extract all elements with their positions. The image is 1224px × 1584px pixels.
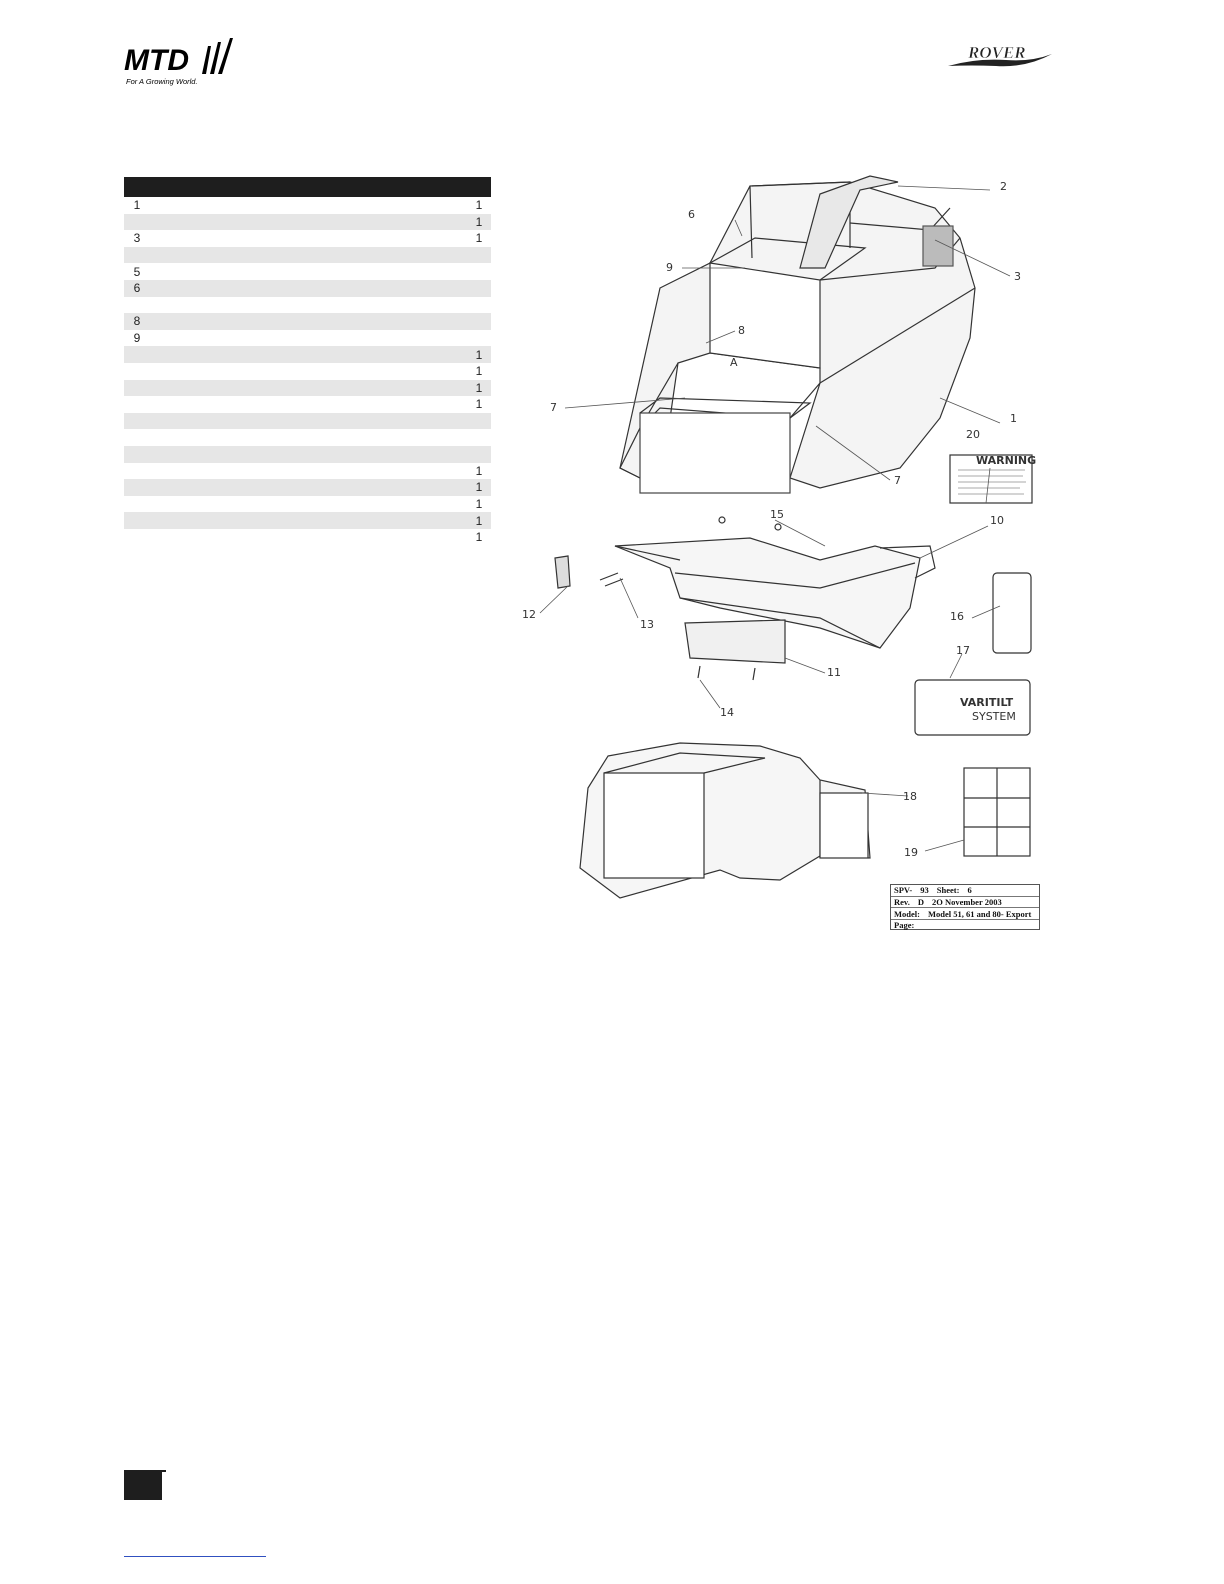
sheet-row-model [891,908,1039,920]
table-row [124,214,491,231]
callout-A: A [730,356,738,369]
table-row [124,363,491,380]
bracket-part [555,556,570,588]
callout-17: 17 [956,644,970,657]
sheet-row-page [891,920,1039,931]
callout-14: 14 [720,706,734,719]
table-row [124,463,491,480]
callout-7: 7 [894,474,901,487]
callout-11: 11 [827,666,841,679]
table-row [124,429,491,446]
grass-blades-icon [202,38,233,74]
table-row [124,313,491,330]
exploded-parts-diagram [520,168,1060,938]
table-row [124,512,491,529]
chute-assembly [555,517,935,680]
callout-12: 12 [522,608,536,621]
rev-value: D [917,897,924,908]
table-row [124,197,491,214]
callout-20: 20 [966,428,980,441]
flap-part [685,620,785,663]
callout-2: 2 [1000,180,1007,193]
spv-value: 93 [920,885,929,896]
table-row [124,280,491,297]
callout-18: 18 [903,790,917,803]
part-ref: 5 [133,264,141,279]
part-qty: 1 [475,513,483,528]
table-row [124,263,491,280]
callout-7: 7 [550,401,557,414]
parts-table-header [124,177,491,197]
part-qty: 1 [475,214,483,229]
part-qty: 1 [475,231,483,246]
callout-8: 8 [738,324,745,337]
rev-date: 2O November 2003 [931,897,1002,908]
part-ref: 3 [133,231,141,246]
sheet-row-spv [891,885,1039,897]
grass-bag-assembly [620,176,975,493]
table-row [124,496,491,513]
callout-10: 10 [990,514,1004,527]
part-qty: 1 [475,397,483,412]
table-row [124,413,491,430]
part-qty: 1 [475,364,483,379]
part-ref: 9 [133,331,141,346]
table-row [124,346,491,363]
callout-6: 6 [688,208,695,221]
mtd-tagline: For A Growing World. [126,77,198,86]
varitilt-system-text: SYSTEM [972,710,1016,723]
spv-label: SPV- [894,885,913,896]
sheet-label: Sheet: [936,885,960,896]
model-label: Model: [894,908,920,919]
drawing-info-box [890,884,1040,930]
part-qty: 1 [475,480,483,495]
table-row [124,446,491,463]
table-row [124,529,491,546]
mtd-logo [124,36,236,92]
vent-mesh [923,226,953,266]
rover-logo [946,40,1054,70]
part-qty: 1 [475,530,483,545]
part-qty: 1 [475,347,483,362]
table-row [124,247,491,264]
page-number-block [124,1470,162,1500]
mtd-logo-text: MTD [124,44,189,77]
part-qty: 1 [475,198,483,213]
table-row [124,297,491,314]
rev-label: Rev. [894,897,910,908]
callout-3: 3 [1014,270,1021,283]
callout-13: 13 [640,618,654,631]
callout-9: 9 [666,261,673,274]
callout-16: 16 [950,610,964,623]
sheet-value: 6 [967,885,972,896]
page-label: Page: [894,920,915,931]
callout-1: 1 [1010,412,1017,425]
part-qty: 1 [475,496,483,511]
table-row [124,380,491,397]
sheet-row-rev [891,897,1039,909]
part-qty: 1 [475,380,483,395]
safety-symbols-decal [993,573,1031,653]
rover-logo-text: ROVER [968,43,1026,62]
footer-link-underline[interactable] [124,1556,266,1557]
warning-decal-title: WARNING [976,454,1037,467]
callout-19: 19 [904,846,918,859]
table-row [124,396,491,413]
table-row [124,330,491,347]
part-ref: 8 [133,314,141,329]
part-qty: 1 [475,463,483,478]
parts-list-table [124,177,491,545]
part-ref: 1 [133,198,141,213]
parts-table-body [124,197,491,545]
mulch-adaptor [580,743,870,898]
table-row [124,479,491,496]
part-ref: 6 [133,281,141,296]
callout-15: 15 [770,508,784,521]
model-value: Model 51, 61 and 80- Export [927,908,1032,919]
varitilt-text: VARITILT [960,696,1014,709]
table-row [124,230,491,247]
